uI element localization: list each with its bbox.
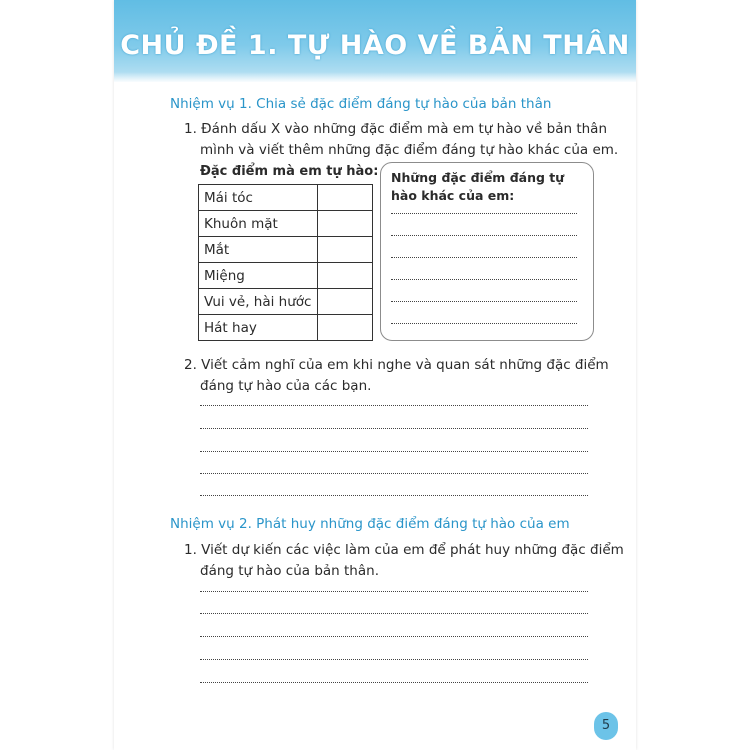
task2-q1-line2: đáng tự hào của bản thân. xyxy=(200,563,379,579)
other-traits-box xyxy=(380,162,594,341)
workbook-page xyxy=(114,0,636,750)
answer-line[interactable] xyxy=(391,279,577,280)
answer-line[interactable] xyxy=(200,682,588,683)
trait-name: Miệng xyxy=(199,263,318,289)
page-title: CHỦ ĐỀ 1. TỰ HÀO VỀ BẢN THÂN xyxy=(120,30,630,61)
trait-name: Mắt xyxy=(199,237,318,263)
trait-row xyxy=(199,315,373,341)
traits-table xyxy=(198,184,373,341)
answer-line[interactable] xyxy=(200,591,588,592)
answer-line[interactable] xyxy=(391,213,577,214)
trait-row xyxy=(199,237,373,263)
page-number-badge: 5 xyxy=(594,712,618,740)
answer-line[interactable] xyxy=(391,235,577,236)
task2-q1-line1: 1. Viết dự kiến các việc làm của em để phát huy những đặc điểm xyxy=(184,542,624,558)
trait-name: Hát hay xyxy=(199,315,318,341)
answer-line[interactable] xyxy=(200,451,588,452)
trait-checkbox-cell[interactable] xyxy=(318,263,373,289)
trait-name: Khuôn mặt xyxy=(199,211,318,237)
task2-heading: Nhiệm vụ 2. Phát huy những đặc điểm đáng tự hào của em xyxy=(170,516,570,532)
task1-q2-line1: 2. Viết cảm nghĩ của em khi nghe và quan sát những đặc điểm xyxy=(184,357,609,373)
answer-line[interactable] xyxy=(391,257,577,258)
trait-checkbox-cell[interactable] xyxy=(318,289,373,315)
task1-q2-line2: đáng tự hào của các bạn. xyxy=(200,378,372,394)
answer-line[interactable] xyxy=(200,659,588,660)
trait-row xyxy=(199,263,373,289)
task1-heading: Nhiệm vụ 1. Chia sẻ đặc điểm đáng tự hào của bản thân xyxy=(170,96,552,112)
trait-row xyxy=(199,185,373,211)
answer-line[interactable] xyxy=(391,301,577,302)
answer-line[interactable] xyxy=(200,495,588,496)
other-traits-title: Những đặc điểm đáng tự hào khác của em: xyxy=(391,170,565,203)
trait-checkbox-cell[interactable] xyxy=(318,315,373,341)
trait-checkbox-cell[interactable] xyxy=(318,211,373,237)
answer-line[interactable] xyxy=(200,613,588,614)
trait-row xyxy=(199,211,373,237)
trait-name: Mái tóc xyxy=(199,185,318,211)
task1-q1-line1: 1. Đánh dấu X vào những đặc điểm mà em tự hào về bản thân xyxy=(184,121,607,137)
answer-line[interactable] xyxy=(200,473,588,474)
trait-checkbox-cell[interactable] xyxy=(318,185,373,211)
answer-line[interactable] xyxy=(200,405,588,406)
trait-row xyxy=(199,289,373,315)
trait-checkbox-cell[interactable] xyxy=(318,237,373,263)
traits-label: Đặc điểm mà em tự hào: xyxy=(200,164,379,179)
answer-line[interactable] xyxy=(200,636,588,637)
trait-name: Vui vẻ, hài hước xyxy=(199,289,318,315)
answer-line[interactable] xyxy=(200,428,588,429)
task1-q1-line2: mình và viết thêm những đặc điểm đáng tự hào khác của em. xyxy=(200,142,619,158)
answer-line[interactable] xyxy=(391,323,577,324)
